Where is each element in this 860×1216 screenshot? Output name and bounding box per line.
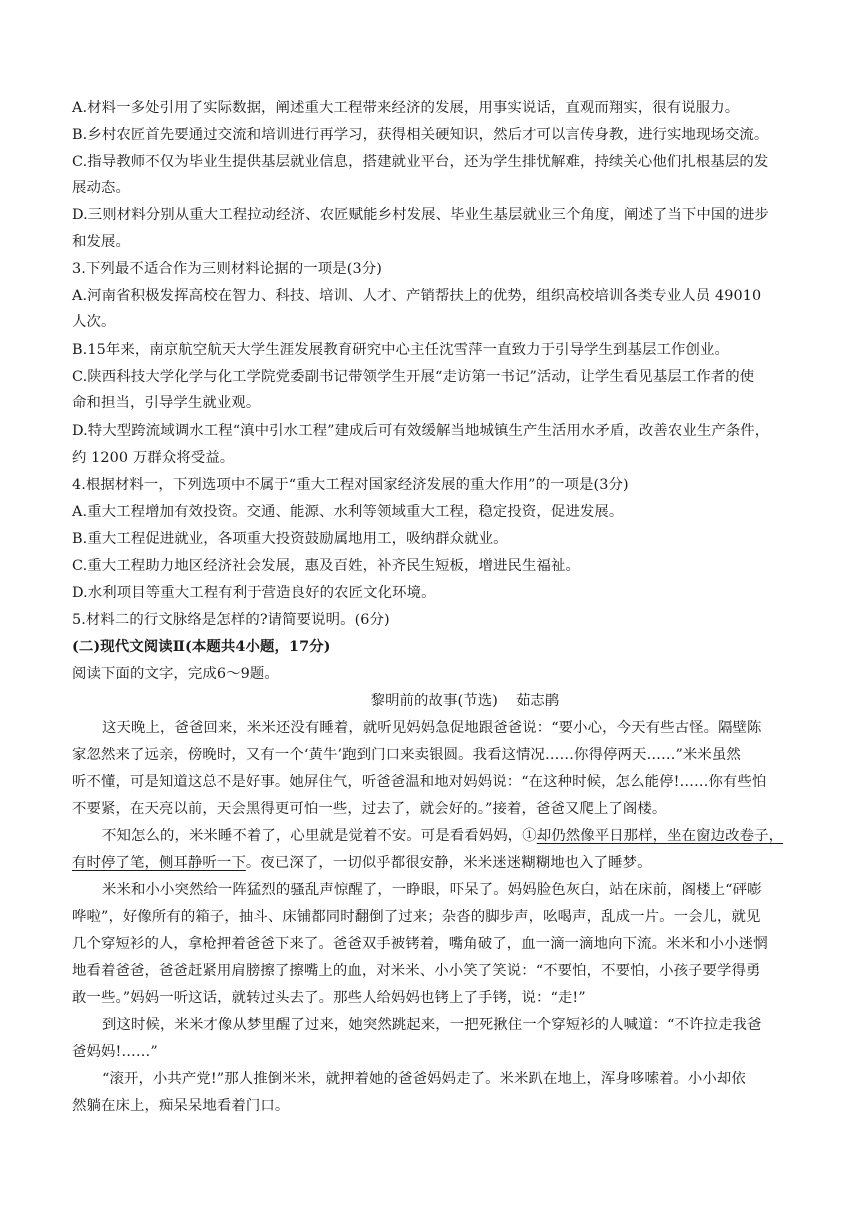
q4-option-a: A.重大工程增加有效投资。交通、能源、水利等领域重大工程，稳定投资，促进发展。: [72, 504, 624, 520]
sentence-marker-1: ①: [522, 828, 537, 844]
q2-option-b: B.乡村农匠首先要通过交流和培训进行再学习，获得相关硬知识，然后才可以言传身教，进行实地现场交流。: [72, 127, 769, 143]
story-p3-line3: 几个穿短衫的人，拿枪押着爸爸下来了。爸爸双手被铐着，嘴角破了，血一滴一滴地向下流。米米和小小迷惘: [72, 936, 768, 952]
story-p2-line2: [72, 850, 794, 876]
q3-option-a-line1: A.河南省积极发挥高校在智力、科技、培训、人才、产销帮扶上的优势，组织高校培训各类专业人员 49010: [72, 288, 762, 304]
story-p5-line1: “滚开，小共产党!”那人推倒米米，就押着她的爸爸妈妈走了。米米趴在地上，浑身哆嗦着。小小却依: [102, 1071, 746, 1087]
story-title: 黎明前的故事(节选): [370, 693, 498, 709]
q3-option-c-line2: 命和担当，引导学生就业观。: [72, 395, 261, 411]
story-p2-text: 不知怎么的，米米睡不着了，心里就是觉着不安。可是看看妈妈，: [102, 828, 523, 844]
story-p1-line4: 不要紧，在天亮以前，天会黑得更可怕一些，过去了，就会好的。”接着，爸爸又爬上了阁楼。: [72, 801, 667, 817]
story-p3-line1: 米米和小小突然给一阵猛烈的骚乱声惊醒了，一睁眼，吓呆了。妈妈脸色灰白，站在床前，阁楼上“砰嘭: [102, 882, 762, 898]
section-heading: (二)现代文阅读Ⅱ(本题共4小题，17分): [72, 638, 331, 655]
story-p1-line1: 这天晚上，爸爸回来，米米还没有睡着，就听见妈妈急促地跟爸爸说：“要小心，今天有些古怪。隔壁陈: [102, 720, 762, 736]
story-p2-line1: [102, 823, 794, 849]
story-p3-line4: 地看着爸爸，爸爸赶紧用肩膀擦了擦嘴上的血，对米米、小小笑了笑说：“不要怕，不要怕，小孩子要学得勇: [72, 963, 761, 979]
q4-option-d: D.水利项目等重大工程有利于营造良好的农匠文化环境。: [72, 585, 436, 601]
q3-option-c-line1: C.陕西科技大学化学与化工学院党委副书记带领学生开展“走访第一书记”活动，让学生看见基层工作者的使: [72, 369, 755, 385]
q2-option-c-line1: C.指导教师不仅为毕业生提供基层就业信息，搭建就业平台，还为学生排忧解难，持续关心他们扎根基层的发: [72, 154, 769, 170]
story-p5-line2: 然躺在床上，痴呆呆地看着门口。: [72, 1098, 290, 1114]
story-p4-line2: 爸妈妈!……”: [72, 1044, 158, 1060]
story-p1-line2: 家忽然来了远亲，傍晚时，又有一个‘黄牛’跑到门口来卖银圆。我看这情况……你得停两天……”米米虽然: [72, 747, 741, 763]
underlined-sentence-1-cont: 有时停了笔，侧耳静听一下: [72, 855, 246, 871]
q2-option-d-line1: D.三则材料分别从重大工程拉动经济、农匠赋能乡村发展、毕业生基层就业三个角度，阐述了当下中国的进步: [72, 207, 769, 223]
q2-option-d-line2: 和发展。: [72, 234, 130, 250]
underlined-sentence-1: 却仍然像平日那样，坐在窗边改卷子，: [536, 828, 784, 844]
story-p2-text-cont: 。夜已深了，一切似乎都很安静，米米迷迷糊糊地也入了睡梦。: [245, 855, 652, 871]
q4-option-c: C.重大工程助力地区经济社会发展，惠及百姓，补齐民生短板，增进民生福祉。: [72, 558, 580, 574]
story-p4-line1: 到这时候，米米才像从梦里醒了过来，她突然跳起来，一把死揪住一个穿短衫的人喊道：“不许拉走我爸: [102, 1017, 762, 1033]
q3-stem: 3.下列最不适合作为三则材料论据的一项是(3分): [72, 261, 382, 277]
q3-option-a-line2: 人次。: [72, 314, 116, 330]
q3-option-d-line2: 约 1200 万群众将受益。: [72, 450, 235, 466]
q2-option-c-line2: 展动态。: [72, 180, 130, 196]
q2-option-a: A.材料一多处引用了实际数据，阐述重大工程带来经济的发展，用事实说话，直观而翔实，很有说服力。: [72, 100, 740, 116]
q4-stem: 4.根据材料一，下列选项中不属于“重大工程对国家经济发展的重大作用”的一项是(3分): [72, 477, 629, 493]
story-p1-line3: 听不懂，可是知道这总不是好事。她屏住气，听爸爸温和地对妈妈说：“在这种时候，怎么能停!……你有些怕: [72, 774, 767, 790]
story-title-line: [0, 688, 860, 714]
q4-option-b: B.重大工程促进就业，各项重大投资鼓励属地用工，吸纳群众就业。: [72, 531, 508, 547]
q3-option-b: B.15年来，南京航空航天大学生涯发展教育研究中心主任沈雪萍一直致力于引导学生到基层工作创业。: [72, 342, 729, 358]
story-p3-line2: 哗啦”，好像所有的箱子，抽斗、床铺都同时翻倒了过来；杂沓的脚步声，吆喝声，乱成一片。一会儿，就见: [72, 909, 761, 925]
story-author: 茹志鹃: [515, 693, 560, 709]
q3-option-d-line1: D.特大型跨流域调水工程“滇中引水工程”建成后可有效缓解当地城镇生产生活用水矛盾，改善农业生产条件，: [72, 423, 770, 439]
section-instruction: 阅读下面的文字，完成6～9题。: [72, 666, 279, 682]
q5-stem: 5.材料二的行文脉络是怎样的?请简要说明。(6分): [72, 612, 390, 628]
story-p3-line5: 敢一些。”妈妈一听这话，就转过头去了。那些人给妈妈也铐上了手铐，说：“走!”: [72, 990, 586, 1006]
